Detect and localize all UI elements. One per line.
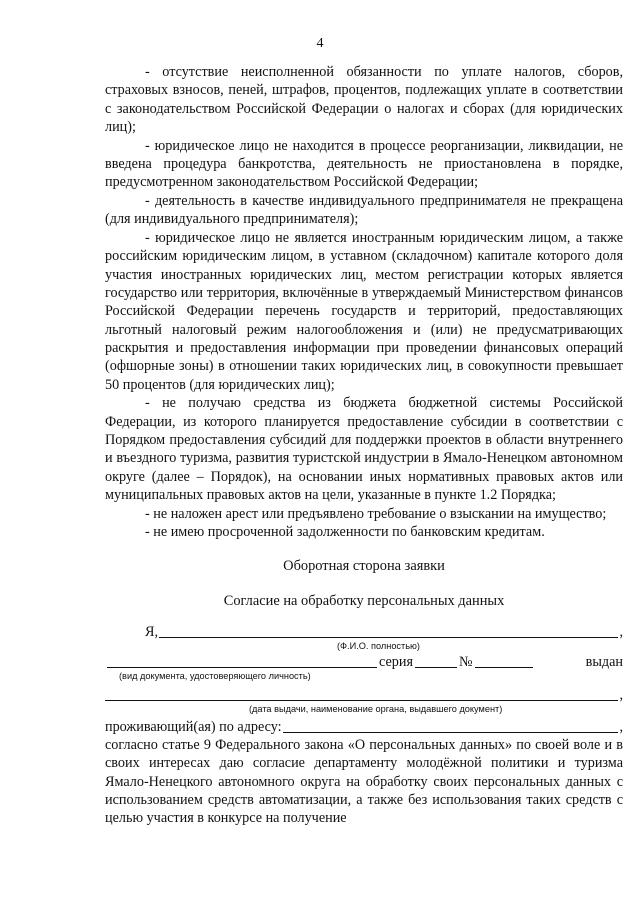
document-type-field[interactable]	[107, 655, 377, 668]
list-item: - отсутствие неисполненной обязанности по уплате налогов, сборов, страховых взносов, пеней, штрафов, процентов, подлежащих уплате в соответствии с законодательством Российской Федерации о налогах и сборах (для юридических лиц);	[105, 64, 623, 135]
address-field[interactable]	[283, 720, 619, 733]
fio-row	[105, 624, 623, 641]
document-caption: (вид документа, удостоверяющего личность)	[119, 670, 311, 681]
series-field[interactable]	[415, 655, 457, 668]
issue-field[interactable]	[105, 688, 618, 701]
list-item: - юридическое лицо не является иностранным юридическим лицом, а также российским юридическим лицом, в уставном (складочном) капитале которого доля участия иностранных юридических лиц, местом регистрации которых является государство или территория, включённые в утверждаемый Министерством финансов Российской Федерации перечень государств и территорий, предоставляющих льготный налоговый режим налогообложения и (или) не предусматривающих раскрытия и предоставления информации при проведении финансовых операций (офшорные зоны) в отношении таких юридических лиц, в совокупности превышает 50 процентов (для юридических лиц);	[105, 230, 623, 393]
list-item: - деятельность в качестве индивидуального предпринимателя не прекращена (для индивидуального предпринимателя);	[105, 193, 623, 228]
address-label: проживающий(ая) по адресу:	[105, 718, 282, 735]
list-item: - не имею просроченной задолженности по банковским кредитам.	[145, 524, 545, 541]
issue-row	[105, 687, 623, 704]
series-label: серия	[379, 653, 413, 670]
page-number: 4	[316, 36, 324, 51]
list-item: - не получаю средства из бюджета бюджетной системы Российской Федерации, из которого планируется предоставление субсидии в соответствии с Порядком предоставления субсидий для поддержки проектов в области внутреннего и въездного туризма, развития туристской индустрии в Ямало-Ненецком автономном округе (далее – Порядок), на основании иных нормативных правовых актов или муниципальных правовых актов на цели, указанные в пункте 1.2 Порядка;	[105, 395, 623, 503]
document-row	[105, 654, 623, 671]
comma: ,	[619, 718, 623, 735]
consent-text: согласно статье 9 Федерального закона «О персональных данных» по своей воле и в своих интересах даю согласие департаменту молодёжной политики и туризма Ямало-Ненецкого автономного округа на обработку своих персональных данных с использованием средств автоматизации, а также без использования таких средств с целью участия в конкурсе на получение	[105, 736, 623, 827]
document-body	[105, 63, 623, 828]
ya-label: Я,	[145, 623, 159, 640]
number-label: №	[458, 653, 473, 670]
section-title: Оборотная сторона заявки	[283, 557, 445, 574]
list-item: - юридическое лицо не находится в процессе реорганизации, ликвидации, не введена процедура банкротства, деятельность не приостановлена в порядке, предусмотренном законодательством Российской Федерации;	[105, 137, 623, 191]
list-item: - не наложен арест или предъявлено требование о взыскании на имущество;	[145, 505, 607, 522]
number-field[interactable]	[475, 655, 533, 668]
fio-field[interactable]	[159, 625, 618, 638]
comma: ,	[619, 623, 623, 640]
issued-label: выдан	[585, 653, 623, 670]
fio-caption: (Ф.И.О. полностью)	[337, 640, 420, 651]
comma: ,	[619, 686, 623, 703]
consent-title: Согласие на обработку персональных данных	[223, 592, 505, 609]
address-row	[105, 719, 623, 736]
issue-caption: (дата выдачи, наименование органа, выдавшего документ)	[249, 703, 503, 714]
